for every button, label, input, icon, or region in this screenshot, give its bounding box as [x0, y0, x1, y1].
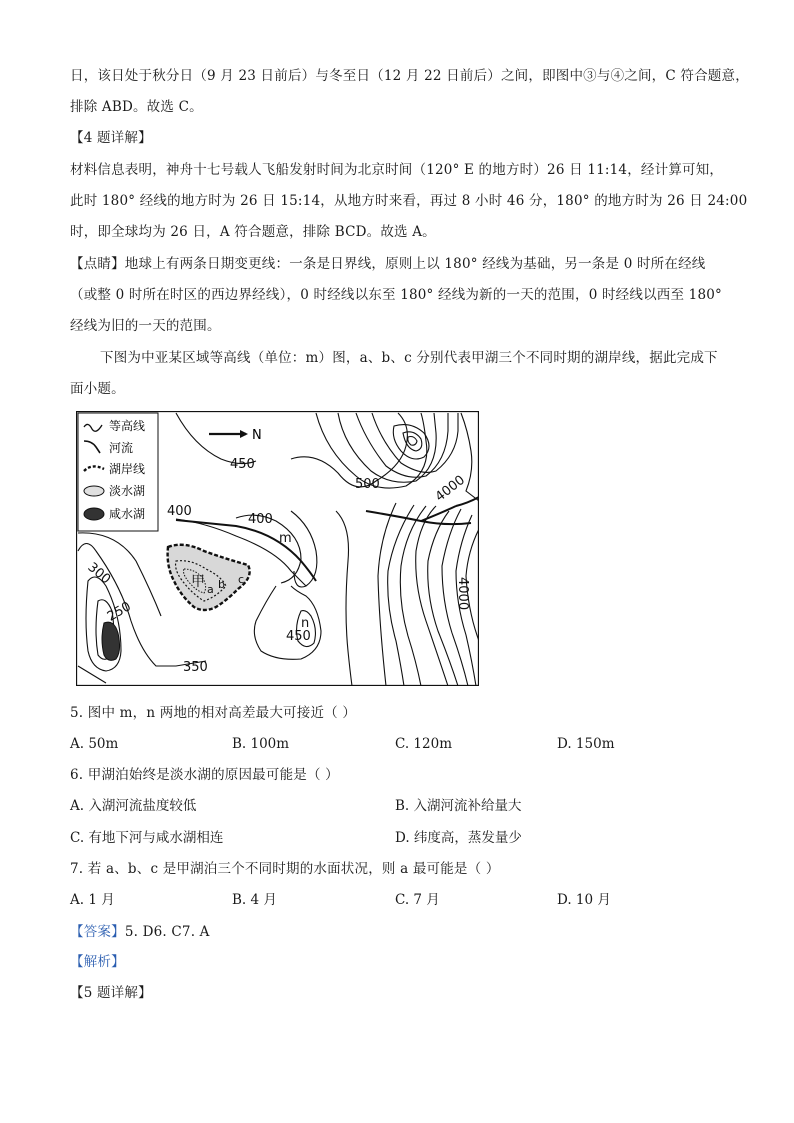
q6-option-c[interactable]: C. 有地下河与咸水湖相连 [70, 830, 224, 846]
contour-label: 300 [84, 559, 114, 588]
contour-label: 450 [286, 629, 311, 644]
q7-option-a[interactable]: A. 1 月 [70, 892, 115, 908]
q5-option-b[interactable]: B. 100m [232, 736, 290, 752]
contour-label: 400 [167, 504, 192, 519]
contour-label: 500 [355, 477, 380, 492]
answer-label: 【答案】 [70, 924, 125, 940]
q6-option-b[interactable]: B. 入湖河流补给量大 [395, 798, 522, 814]
shoreline-label-a: a [207, 583, 214, 596]
q7-option-b[interactable]: B. 4 月 [232, 892, 277, 908]
note-line: 经线为旧的一天的范围。 [70, 318, 221, 334]
point-label-n: n [301, 616, 310, 631]
material-intro: 面小题。 [70, 381, 125, 397]
legend-label: 湖岸线 [109, 462, 146, 476]
material-intro: 下图为中亚某区域等高线（单位：m）图，a、b、c 分别代表甲湖三个不同时期的湖岸线，据此完成下 [100, 350, 718, 366]
legend-label: 淡水湖 [109, 484, 146, 498]
question-7-stem: 7. 若 a、b、c 是甲湖泊三个不同时期的水面状况，则 a 最可能是（ ） [70, 861, 500, 877]
text-line: 排除 ABD。故选 C。 [70, 99, 203, 115]
q6-option-d[interactable]: D. 纬度高，蒸发量少 [395, 830, 522, 846]
contour-map [76, 411, 479, 686]
legend-label: 咸水湖 [109, 507, 146, 521]
note-line: （或整 0 时所在时区的西边界经线），0 时经线以东至 180° 经线为新的一天的范围，0 时经线以西至 180° [70, 287, 722, 303]
answer-text: 5. D6. C7. A [124, 924, 210, 940]
point-label-m: m [279, 531, 292, 546]
section-heading: 【4 题详解】 [70, 130, 152, 146]
note-line: 【点睛】地球上有两条日期变更线：一条是日界线，原则上以 180° 经线为基础，另一条是 0 时所在经线 [70, 256, 706, 272]
north-label: N [252, 428, 262, 443]
q5-option-c[interactable]: C. 120m [395, 736, 452, 752]
shoreline-label-c: c [238, 573, 245, 586]
text-line: 材料信息表明，神舟十七号载人飞船发射时间为北京时间（120° E 的地方时）26 日 11:14，经计算可知， [70, 162, 724, 178]
contour-label: 400 [248, 512, 273, 527]
text-line: 日，该日处于秋分日（9 月 23 日前后）与冬至日（12 月 22 日前后）之间，即图中③与④之间，C 符合题意， [70, 68, 749, 84]
legend-label: 等高线 [109, 419, 146, 433]
question-6-stem: 6. 甲湖泊始终是淡水湖的原因最可能是（ ） [70, 767, 339, 783]
contour-label: 4000 [432, 472, 468, 505]
legend-label: 河流 [109, 441, 134, 455]
contour-label: 350 [183, 660, 208, 675]
shoreline-label-b: b [218, 578, 225, 591]
answer-line [70, 922, 730, 942]
contour-label: 250 [104, 599, 134, 625]
text-line: 时，即全球均为 26 日，A 符合题意，排除 BCD。故选 A。 [70, 224, 436, 240]
detail-5-heading: 【5 题详解】 [70, 985, 152, 1001]
q6-option-a[interactable]: A. 入湖河流盐度较低 [70, 798, 197, 814]
text-line: 此时 180° 经线的地方时为 26 日 15:14，从地方时来看，再过 8 小时 46 分，180° 的地方时为 26 日 24:00 [70, 193, 748, 209]
q7-option-d[interactable]: D. 10 月 [557, 892, 611, 908]
q5-option-d[interactable]: D. 150m [557, 736, 615, 752]
q5-option-a[interactable]: A. 50m [70, 736, 119, 752]
q7-option-c[interactable]: C. 7 月 [395, 892, 440, 908]
question-5-stem: 5. 图中 m，n 两地的相对高差最大可接近（ ） [70, 705, 357, 721]
lake-label: 甲 [191, 574, 205, 590]
analysis-heading: 【解析】 [70, 954, 125, 970]
map-legend [78, 413, 158, 531]
contour-label: 450 [230, 457, 255, 472]
contour-label: 4000 [455, 577, 470, 611]
